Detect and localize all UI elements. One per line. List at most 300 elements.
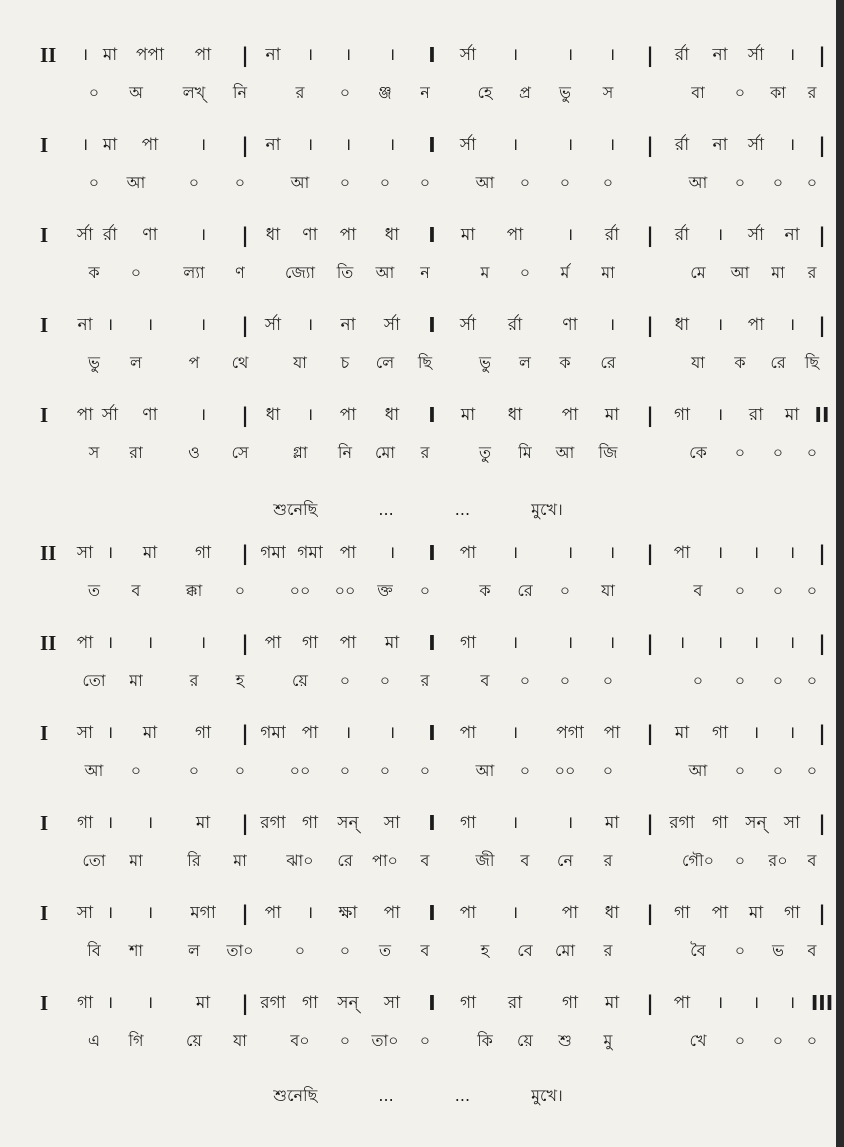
lyric-syllable: ভ <box>772 941 784 960</box>
lyric-syllable: ল <box>519 353 531 372</box>
lyric-syllable: নে <box>556 851 574 870</box>
lyric-syllable: ০ <box>806 1031 818 1050</box>
lyric-syllable: র <box>807 83 817 102</box>
note: পা <box>561 903 579 923</box>
lyrics-row <box>0 438 836 468</box>
lyric-syllable: মা <box>601 263 615 282</box>
bar-line: I <box>428 901 436 925</box>
note: । <box>566 543 574 563</box>
bar-line: I <box>428 541 436 565</box>
note: মগা <box>190 903 216 923</box>
caption-start: শুনেছি <box>273 500 318 519</box>
lyric-syllable: র <box>603 851 613 870</box>
lyric-syllable: ০ <box>379 671 391 690</box>
bar-line: | <box>818 541 826 565</box>
notation-system <box>0 628 836 708</box>
lyric-syllable: আ <box>475 173 495 192</box>
lyric-syllable: ভু <box>479 353 491 372</box>
lyric-syllable: ন <box>420 83 430 102</box>
note: । <box>106 813 114 833</box>
notation-system <box>0 130 836 210</box>
note: । <box>608 315 616 335</box>
lyric-syllable: ০ <box>379 173 391 192</box>
lyric-syllable: ক <box>88 263 100 282</box>
lyric-syllable: ০ <box>602 761 614 780</box>
lyric-syllable: পা০ <box>372 851 398 870</box>
note: গা <box>673 903 691 923</box>
lyric-syllable: যা <box>293 353 307 372</box>
note: মা <box>748 903 764 923</box>
note: পা <box>76 633 94 653</box>
note: ণা <box>142 225 158 245</box>
lyric-syllable: ভু <box>559 83 571 102</box>
note: না <box>265 45 281 65</box>
lyric-syllable: সে <box>231 443 249 462</box>
note: । <box>199 633 207 653</box>
note: । <box>566 225 574 245</box>
lyrics-row <box>0 666 836 696</box>
lyric-syllable: ০০ <box>334 581 356 600</box>
note: পা <box>383 903 401 923</box>
note: । <box>788 315 796 335</box>
lyric-syllable: বি <box>87 941 101 960</box>
note: । <box>716 315 724 335</box>
note: । <box>146 633 154 653</box>
lyric-syllable: আ <box>688 173 708 192</box>
section-marker: II <box>40 43 57 67</box>
lyric-syllable: মা <box>771 263 785 282</box>
notation-system <box>0 220 836 300</box>
note: । <box>566 135 574 155</box>
note: । <box>81 135 89 155</box>
lyric-syllable: ০০ <box>289 761 311 780</box>
note: । <box>716 543 724 563</box>
lyric-syllable: তা০ <box>226 941 254 960</box>
note: পা <box>339 225 357 245</box>
note: সা <box>383 993 401 1013</box>
lyric-syllable: ০ <box>559 671 571 690</box>
note: । <box>388 45 396 65</box>
lyric-syllable: ০ <box>519 263 531 282</box>
swaralipi-row <box>0 718 836 748</box>
note: মা <box>674 723 690 743</box>
bar-line: | <box>646 991 654 1015</box>
lyric-syllable: র <box>420 671 430 690</box>
bar-line: I <box>428 223 436 247</box>
note: । <box>81 45 89 65</box>
section-marker: II <box>40 541 57 565</box>
lyric-syllable: জ্যো <box>284 263 316 282</box>
note: মা <box>142 723 158 743</box>
lyric-syllable: ০ <box>734 581 746 600</box>
note: । <box>511 135 519 155</box>
note: । <box>106 543 114 563</box>
swaralipi-row <box>0 628 836 658</box>
lyric-syllable: ন <box>420 263 430 282</box>
swaralipi-row <box>0 898 836 928</box>
note: গা <box>711 813 729 833</box>
note: গমা <box>260 543 286 563</box>
caption-ellipsis: ... <box>378 500 394 519</box>
notation-system <box>0 808 836 888</box>
lyric-syllable: ০ <box>339 83 351 102</box>
note: পা <box>264 633 282 653</box>
lyric-syllable: তো <box>82 851 106 870</box>
note: ণা <box>302 225 318 245</box>
lyric-syllable: ০ <box>734 941 746 960</box>
lyric-syllable: ০ <box>734 761 746 780</box>
lyric-syllable: ০ <box>339 1031 351 1050</box>
bar-line: | <box>241 811 249 835</box>
lyric-syllable: য়ে <box>186 1031 202 1050</box>
note: পা <box>194 45 212 65</box>
note: । <box>306 135 314 155</box>
lyric-syllable: নি <box>232 83 248 102</box>
lyric-syllable: ০ <box>772 761 784 780</box>
note: ধা <box>265 405 281 425</box>
bar-line: | <box>818 133 826 157</box>
lyric-syllable: ছি <box>417 353 433 372</box>
caption-ellipsis: ... <box>454 1086 471 1105</box>
lyric-syllable: ০ <box>559 173 571 192</box>
bar-line: | <box>646 43 654 67</box>
note: মা <box>784 405 800 425</box>
lyric-syllable: মা <box>129 851 143 870</box>
lyric-syllable: লে <box>375 353 395 372</box>
note: । <box>344 135 352 155</box>
bar-line: | <box>241 541 249 565</box>
note: গা <box>459 633 477 653</box>
note: পা <box>339 633 357 653</box>
note: । <box>608 633 616 653</box>
lyric-syllable: য়ে <box>517 1031 533 1050</box>
lyric-syllable: ব <box>807 941 817 960</box>
note: র্রা <box>604 225 620 245</box>
note: পা <box>301 723 319 743</box>
note: ণা <box>562 315 578 335</box>
caption-ellipsis: ... <box>378 1086 394 1105</box>
lyric-syllable: গৌ০ <box>682 851 714 870</box>
lyric-syllable: ছি <box>804 353 820 372</box>
note: সন্ <box>337 813 359 833</box>
swaralipi-row <box>0 538 836 568</box>
note: র্সা <box>264 315 282 335</box>
lyric-syllable: আ <box>290 173 310 192</box>
bar-line: I <box>428 811 436 835</box>
note: । <box>511 45 519 65</box>
bar-line: | <box>241 721 249 745</box>
note: । <box>788 45 796 65</box>
note: । <box>608 45 616 65</box>
lyric-syllable: ০ <box>130 263 142 282</box>
section-marker: I <box>40 721 49 745</box>
lyric-syllable: ০ <box>130 761 142 780</box>
lyric-syllable: ০ <box>806 173 818 192</box>
note: গা <box>76 813 94 833</box>
note: মা <box>142 543 158 563</box>
note: গমা <box>260 723 286 743</box>
note: । <box>306 903 314 923</box>
note: পা <box>459 723 477 743</box>
note: । <box>306 405 314 425</box>
lyric-syllable: র্ম <box>560 263 570 282</box>
note: ধা <box>507 405 523 425</box>
lyric-syllable: মে <box>690 263 706 282</box>
lyric-syllable: ০ <box>806 443 818 462</box>
note: । <box>106 993 114 1013</box>
lyric-syllable: জী <box>475 851 495 870</box>
note: । <box>388 543 396 563</box>
note: গমা <box>297 543 323 563</box>
lyric-syllable: র <box>189 671 199 690</box>
note: না <box>265 135 281 155</box>
note: । <box>146 315 154 335</box>
lyric-syllable: ০ <box>602 173 614 192</box>
note: । <box>608 543 616 563</box>
lyric-syllable: ০ <box>519 173 531 192</box>
section-marker: I <box>40 403 49 427</box>
note: । <box>716 633 724 653</box>
lyric-syllable: ক <box>559 353 571 372</box>
lyric-syllable: যা <box>691 353 705 372</box>
lyrics-row <box>0 348 836 378</box>
lyric-syllable: রে <box>600 353 616 372</box>
note: পা <box>747 315 765 335</box>
note: রা <box>748 405 764 425</box>
lyric-syllable: ০ <box>806 761 818 780</box>
lyric-syllable: ক <box>479 581 491 600</box>
lyric-syllable: ০ <box>772 443 784 462</box>
refrain-caption-1 <box>0 497 836 524</box>
lyric-syllable: ব০ <box>290 1031 310 1050</box>
bar-line: I <box>428 721 436 745</box>
lyric-syllable: ০ <box>188 761 200 780</box>
note: না <box>784 225 800 245</box>
notation-system <box>0 898 836 978</box>
bar-line: | <box>241 43 249 67</box>
note: র্সা <box>383 315 401 335</box>
lyric-syllable: ০ <box>379 761 391 780</box>
note: সন্ <box>337 993 359 1013</box>
note: গা <box>301 633 319 653</box>
lyric-syllable: ল্যা <box>183 263 205 282</box>
note: পা <box>459 903 477 923</box>
note: পা <box>673 993 691 1013</box>
lyric-syllable: ০ <box>772 173 784 192</box>
lyric-syllable: ০ <box>294 941 306 960</box>
note: র্রা <box>674 225 690 245</box>
caption-ellipsis: ... <box>454 500 471 519</box>
bar-line: | <box>646 811 654 835</box>
lyric-syllable: মো <box>374 443 396 462</box>
lyric-syllable: খে <box>689 1031 707 1050</box>
note: সা <box>783 813 801 833</box>
lyric-syllable: ব <box>420 851 430 870</box>
note: । <box>511 903 519 923</box>
note: পা <box>561 405 579 425</box>
bar-line: | <box>818 313 826 337</box>
note: । <box>716 225 724 245</box>
lyric-syllable: গ্লা <box>292 443 308 462</box>
bar-line: | <box>646 223 654 247</box>
lyric-syllable: কে <box>689 443 707 462</box>
note: । <box>199 225 207 245</box>
lyric-syllable: ০ <box>88 173 100 192</box>
section-marker: I <box>40 133 49 157</box>
note: সন্ <box>745 813 767 833</box>
lyric-syllable: স <box>88 443 100 462</box>
lyric-syllable: রে <box>337 851 353 870</box>
bar-line: | <box>646 403 654 427</box>
note: গা <box>561 993 579 1013</box>
notation-system <box>0 310 836 390</box>
lyric-syllable: রে <box>517 581 533 600</box>
lyric-syllable: ০ <box>88 83 100 102</box>
note: সা <box>383 813 401 833</box>
note: র্রা <box>102 225 118 245</box>
note: মা <box>102 135 118 155</box>
lyric-syllable: র <box>603 941 613 960</box>
note: । <box>306 45 314 65</box>
note: র্সা <box>747 45 765 65</box>
note: । <box>146 993 154 1013</box>
note: । <box>566 813 574 833</box>
note: । <box>388 723 396 743</box>
lyric-syllable: মু <box>603 1031 613 1050</box>
note: । <box>716 993 724 1013</box>
lyric-syllable: কি <box>477 1031 493 1050</box>
note: র্সা <box>459 135 477 155</box>
lyric-syllable: শু <box>558 1031 572 1050</box>
note: পা <box>339 405 357 425</box>
bar-line: | <box>241 631 249 655</box>
note: । <box>511 813 519 833</box>
swaralipi-row <box>0 808 836 838</box>
note: । <box>106 315 114 335</box>
note: র্সা <box>101 405 119 425</box>
note: । <box>388 135 396 155</box>
note: । <box>716 405 724 425</box>
lyric-syllable: আ <box>126 173 146 192</box>
lyric-syllable: আ <box>688 761 708 780</box>
lyric-syllable: শা <box>128 941 144 960</box>
lyric-syllable: রা <box>129 443 143 462</box>
note: না <box>712 45 728 65</box>
bar-line: | <box>818 43 826 67</box>
note: । <box>146 813 154 833</box>
lyric-syllable: ০ <box>734 1031 746 1050</box>
lyric-syllable: রি <box>187 851 201 870</box>
note: পা <box>339 543 357 563</box>
bar-line: | <box>818 223 826 247</box>
lyric-syllable: আ <box>730 263 750 282</box>
lyric-syllable: আ <box>84 761 104 780</box>
note: । <box>344 45 352 65</box>
swaralipi-row <box>0 400 836 430</box>
lyric-syllable: ০ <box>519 761 531 780</box>
lyric-syllable: ঞ্জ <box>378 83 392 102</box>
lyric-syllable: আ <box>375 263 395 282</box>
section-marker: I <box>40 223 49 247</box>
lyric-syllable: ক্কা <box>185 581 203 600</box>
swaralipi-row <box>0 40 836 70</box>
section-marker: I <box>40 991 49 1015</box>
note: । <box>106 903 114 923</box>
book-spine <box>836 0 844 1147</box>
bar-line: I <box>428 313 436 337</box>
lyric-syllable: ০ <box>188 173 200 192</box>
lyric-syllable: ০ <box>419 761 431 780</box>
lyric-syllable: ০ <box>339 941 351 960</box>
note: র্সা <box>459 315 477 335</box>
note: ধা <box>265 225 281 245</box>
note: । <box>566 633 574 653</box>
section-marker: I <box>40 313 49 337</box>
note: না <box>340 315 356 335</box>
lyric-syllable: ০ <box>772 1031 784 1050</box>
note: । <box>788 633 796 653</box>
lyrics-row <box>0 846 836 876</box>
lyric-syllable: ০০ <box>289 581 311 600</box>
lyric-syllable: নি <box>337 443 353 462</box>
lyric-syllable: মো <box>554 941 576 960</box>
lyric-syllable: ঝা০ <box>286 851 314 870</box>
note: পা <box>141 135 159 155</box>
lyric-syllable: ০ <box>806 581 818 600</box>
note: গা <box>673 405 691 425</box>
note: । <box>106 633 114 653</box>
note: ধা <box>384 405 400 425</box>
note: পগা <box>556 723 584 743</box>
lyric-syllable: ব <box>480 671 490 690</box>
swaralipi-row <box>0 310 836 340</box>
note: । <box>752 993 760 1013</box>
bar-line: | <box>241 901 249 925</box>
section-marker: I <box>40 901 49 925</box>
lyric-syllable: প্র <box>519 83 531 102</box>
notation-system <box>0 400 836 480</box>
note: মা <box>102 45 118 65</box>
lyric-syllable: রে <box>770 353 786 372</box>
note: মা <box>604 813 620 833</box>
lyric-syllable: যা <box>233 1031 247 1050</box>
bar-line: | <box>818 811 826 835</box>
note: ধা <box>604 903 620 923</box>
lyric-syllable: তো <box>82 671 106 690</box>
note: র্রা <box>674 45 690 65</box>
lyric-syllable: ০ <box>419 581 431 600</box>
note: । <box>752 543 760 563</box>
note: না <box>712 135 728 155</box>
note: র্সা <box>459 45 477 65</box>
note: । <box>788 723 796 743</box>
lyrics-row <box>0 1026 836 1056</box>
lyric-syllable: ক্ত <box>377 581 393 600</box>
notation-system <box>0 718 836 798</box>
lyric-syllable: আ <box>555 443 575 462</box>
note: পা <box>264 903 282 923</box>
bar-line: | <box>818 631 826 655</box>
note: র্রা <box>507 315 523 335</box>
lyrics-row <box>0 576 836 606</box>
note: গা <box>459 993 477 1013</box>
bar-line: | <box>241 313 249 337</box>
swaralipi-row <box>0 220 836 250</box>
bar-line: I <box>428 403 436 427</box>
lyric-syllable: ব <box>693 581 703 600</box>
lyric-syllable: যা <box>601 581 615 600</box>
lyric-syllable: ০ <box>559 581 571 600</box>
